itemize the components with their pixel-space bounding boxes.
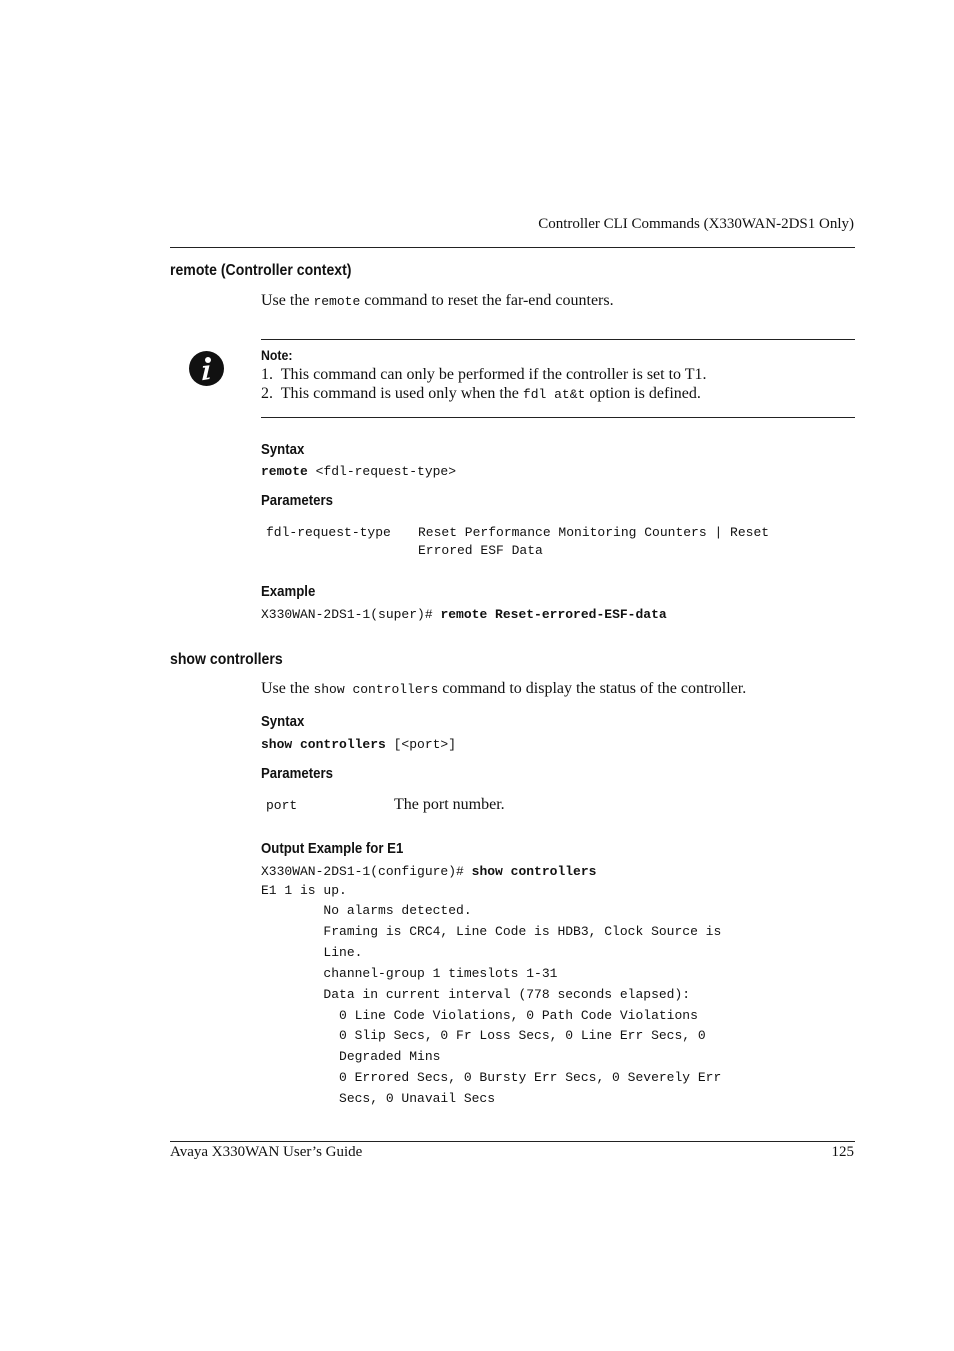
note-label: Note: xyxy=(261,347,293,363)
output-line: 0 Slip Secs, 0 Fr Loss Secs, 0 Line Err Secs, 0 xyxy=(261,1028,706,1043)
note-item-2-code: fdl at&t xyxy=(522,387,586,402)
show-syntax-args: [<port>] xyxy=(385,737,457,752)
remote-params-heading: Parameters xyxy=(261,492,333,509)
remote-example-cmd: remote Reset-errored-ESF-data xyxy=(440,607,667,622)
note-item-1: 1. This command can only be performed if the controller is set to T1. xyxy=(261,366,707,383)
remote-syntax-cmd: remote xyxy=(261,464,308,479)
show-syntax-heading: Syntax xyxy=(261,713,305,730)
show-params-heading: Parameters xyxy=(261,765,333,782)
output-line: 0 Errored Secs, 0 Bursty Err Secs, 0 Severely Err xyxy=(261,1070,722,1085)
note-item-2-post: option is defined. xyxy=(585,385,701,402)
output-line: 0 Line Code Violations, 0 Path Code Violations xyxy=(261,1008,698,1023)
section-title-remote: remote (Controller context) xyxy=(170,262,352,279)
output-cmd: show controllers xyxy=(471,864,597,879)
info-icon xyxy=(189,351,224,386)
show-param-name: port xyxy=(266,798,298,813)
remote-param-desc-2: Errored ESF Data xyxy=(418,543,543,558)
remote-intro-cmd: remote xyxy=(313,294,361,309)
show-intro-post: command to display the status of the controller. xyxy=(438,680,747,697)
output-command-line xyxy=(261,862,596,880)
remote-intro-pre: Use the xyxy=(261,292,314,309)
remote-intro-post: command to reset the far-end counters. xyxy=(360,292,614,309)
output-line: Framing is CRC4, Line Code is HDB3, Clock Source is xyxy=(261,924,722,939)
remote-syntax-args: <fdl-request-type> xyxy=(307,464,457,479)
output-line: Secs, 0 Unavail Secs xyxy=(261,1091,496,1106)
note-item-2-pre: 2. This command is used only when the xyxy=(261,385,523,402)
output-line: Degraded Mins xyxy=(261,1049,441,1064)
output-line: E1 1 is up. xyxy=(261,883,347,898)
note-item-2 xyxy=(261,385,701,403)
section-title-show-controllers: show controllers xyxy=(170,651,283,668)
footer-rule xyxy=(170,1141,855,1142)
show-syntax-line xyxy=(261,735,456,753)
remote-param-name: fdl-request-type xyxy=(266,525,391,540)
output-line: channel-group 1 timeslots 1-31 xyxy=(261,966,558,981)
remote-example-heading: Example xyxy=(261,583,316,600)
note-bottom-rule xyxy=(261,417,855,418)
output-prompt: X330WAN-2DS1-1(configure)# xyxy=(261,864,472,879)
output-line: Data in current interval (778 seconds elapsed): xyxy=(261,987,691,1002)
output-line: Line. xyxy=(261,945,363,960)
output-example-heading: Output Example for E1 xyxy=(261,840,404,857)
page-number: 125 xyxy=(831,1144,854,1160)
show-intro xyxy=(261,680,746,698)
remote-intro xyxy=(261,292,614,310)
remote-param-desc-1: Reset Performance Monitoring Counters | Reset xyxy=(418,525,770,540)
show-intro-cmd: show controllers xyxy=(313,682,439,697)
remote-syntax-line xyxy=(261,462,456,480)
remote-example-prompt: X330WAN-2DS1-1(super)# xyxy=(261,607,441,622)
remote-syntax-heading: Syntax xyxy=(261,441,305,458)
footer-guide-title: Avaya X330WAN User’s Guide xyxy=(170,1144,363,1160)
note-top-rule xyxy=(261,339,855,340)
show-param-desc: The port number. xyxy=(394,796,505,813)
header-rule xyxy=(170,247,855,248)
show-intro-pre: Use the xyxy=(261,680,314,697)
running-title: Controller CLI Commands (X330WAN-2DS1 Only) xyxy=(538,216,854,232)
remote-example-line xyxy=(261,605,667,623)
show-syntax-cmd: show controllers xyxy=(261,737,386,752)
output-line: No alarms detected. xyxy=(261,903,472,918)
